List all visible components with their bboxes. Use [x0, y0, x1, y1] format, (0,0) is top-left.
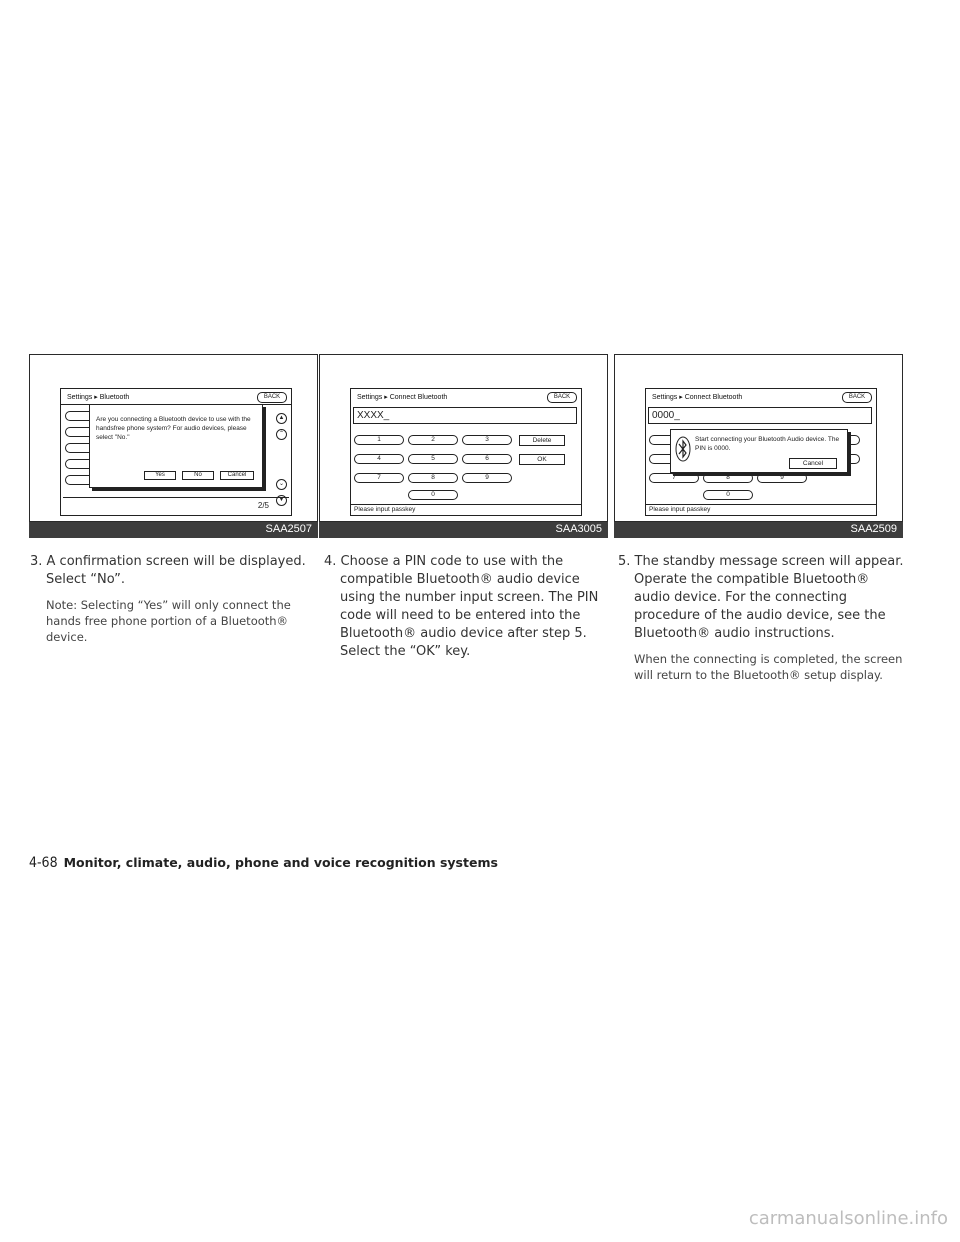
cancel-button: Cancel — [789, 458, 837, 469]
page-footer — [29, 855, 498, 871]
scroll-down-icon: ▼ — [276, 495, 287, 506]
bluetooth-settings-screen — [60, 388, 292, 516]
figure-caption-bar — [319, 522, 608, 538]
step-3 — [30, 553, 320, 645]
figure-caption-bar — [29, 522, 318, 538]
key-4: 4 — [354, 454, 404, 464]
passkey-prompt: Please input passkey — [354, 506, 416, 513]
key-6: 6 — [462, 454, 512, 464]
key-2: 2 — [408, 435, 458, 445]
page-up-icon: ⌃ — [276, 429, 287, 440]
step-3-text: 3. A confirmation screen will be displayed. Select “No”. — [30, 554, 306, 587]
figure-saa2509 — [614, 354, 903, 538]
yes-button: Yes — [144, 471, 176, 480]
figure-frame — [319, 354, 608, 522]
bluetooth-icon — [675, 436, 691, 462]
connect-bluetooth-screen — [350, 388, 582, 516]
screen-title: Settings ▸ Connect Bluetooth — [357, 394, 448, 401]
key-0: 0 — [703, 490, 753, 500]
screen-title: Settings ▸ Connect Bluetooth — [652, 394, 743, 401]
key-9: 9 — [462, 473, 512, 483]
screen-title: Settings ▸ Bluetooth — [67, 394, 130, 401]
scroll-up-icon: ▲ — [276, 413, 287, 424]
figure-saa3005 — [319, 354, 608, 538]
footer-line — [63, 497, 289, 498]
page-indicator: 2/5 — [257, 501, 269, 510]
key-0: 0 — [408, 490, 458, 500]
key-7: 7 — [649, 473, 699, 483]
footer-line — [646, 504, 876, 505]
figure-frame — [29, 354, 318, 522]
figure-saa2507 — [29, 354, 318, 538]
key-7: 7 — [354, 473, 404, 483]
key-9: 9 — [757, 473, 807, 483]
figure-code: SAA3005 — [555, 523, 602, 535]
figure-code: SAA2509 — [850, 523, 897, 535]
key-3: 3 — [462, 435, 512, 445]
section-title: Monitor, climate, audio, phone and voice recognition systems — [63, 855, 498, 870]
watermark: carmanualsonline.info — [748, 1208, 948, 1229]
connect-bluetooth-screen — [645, 388, 877, 516]
back-button: BACK — [547, 392, 577, 403]
footer-line — [351, 504, 581, 505]
ok-button: OK — [519, 454, 565, 465]
step-5-note: When the connecting is completed, the screen will return to the Bluetooth® setup display. — [634, 652, 903, 682]
confirmation-dialog — [89, 404, 263, 488]
key-8: 8 — [408, 473, 458, 483]
key-8: 8 — [703, 473, 753, 483]
dialog-text: Are you connecting a Bluetooth device to use with the handsfree phone system? For audio devices, please select "No." — [96, 416, 251, 441]
pin-input: XXXX_ — [353, 407, 577, 424]
key-1: 1 — [354, 435, 404, 445]
back-button: BACK — [257, 392, 287, 403]
back-button: BACK — [842, 392, 872, 403]
step-4-text: 4. Choose a PIN code to use with the compatible Bluetooth® audio device using the number input screen. The PIN code will need to be entered into the Bluetooth® audio device after step 5. Select the “OK” key. — [324, 554, 599, 659]
standby-popup — [670, 429, 848, 473]
passkey-prompt: Please input passkey — [649, 506, 711, 513]
cancel-button: Cancel — [220, 471, 254, 480]
pin-input: 0000_ — [648, 407, 872, 424]
page-down-icon: ⌄ — [276, 479, 287, 490]
popup-text: Start connecting your Bluetooth Audio device. The PIN is 0000. — [695, 436, 840, 452]
delete-button: Delete — [519, 435, 565, 446]
figure-caption-bar — [614, 522, 903, 538]
figure-code: SAA2507 — [265, 523, 312, 535]
step-4 — [324, 553, 614, 661]
step-5 — [618, 553, 908, 683]
step-5-text: 5. The standby message screen will appear. Operate the compatible Bluetooth® audio device. For the connecting procedure of the audio device, see the Bluetooth® audio instructions. — [618, 554, 904, 641]
figure-frame — [614, 354, 903, 522]
key-5: 5 — [408, 454, 458, 464]
step-3-note: Note: Selecting “Yes” will only connect the hands free phone portion of a Bluetooth® device. — [46, 598, 291, 644]
page-number: 4-68 — [29, 855, 58, 871]
no-button: No — [182, 471, 214, 480]
